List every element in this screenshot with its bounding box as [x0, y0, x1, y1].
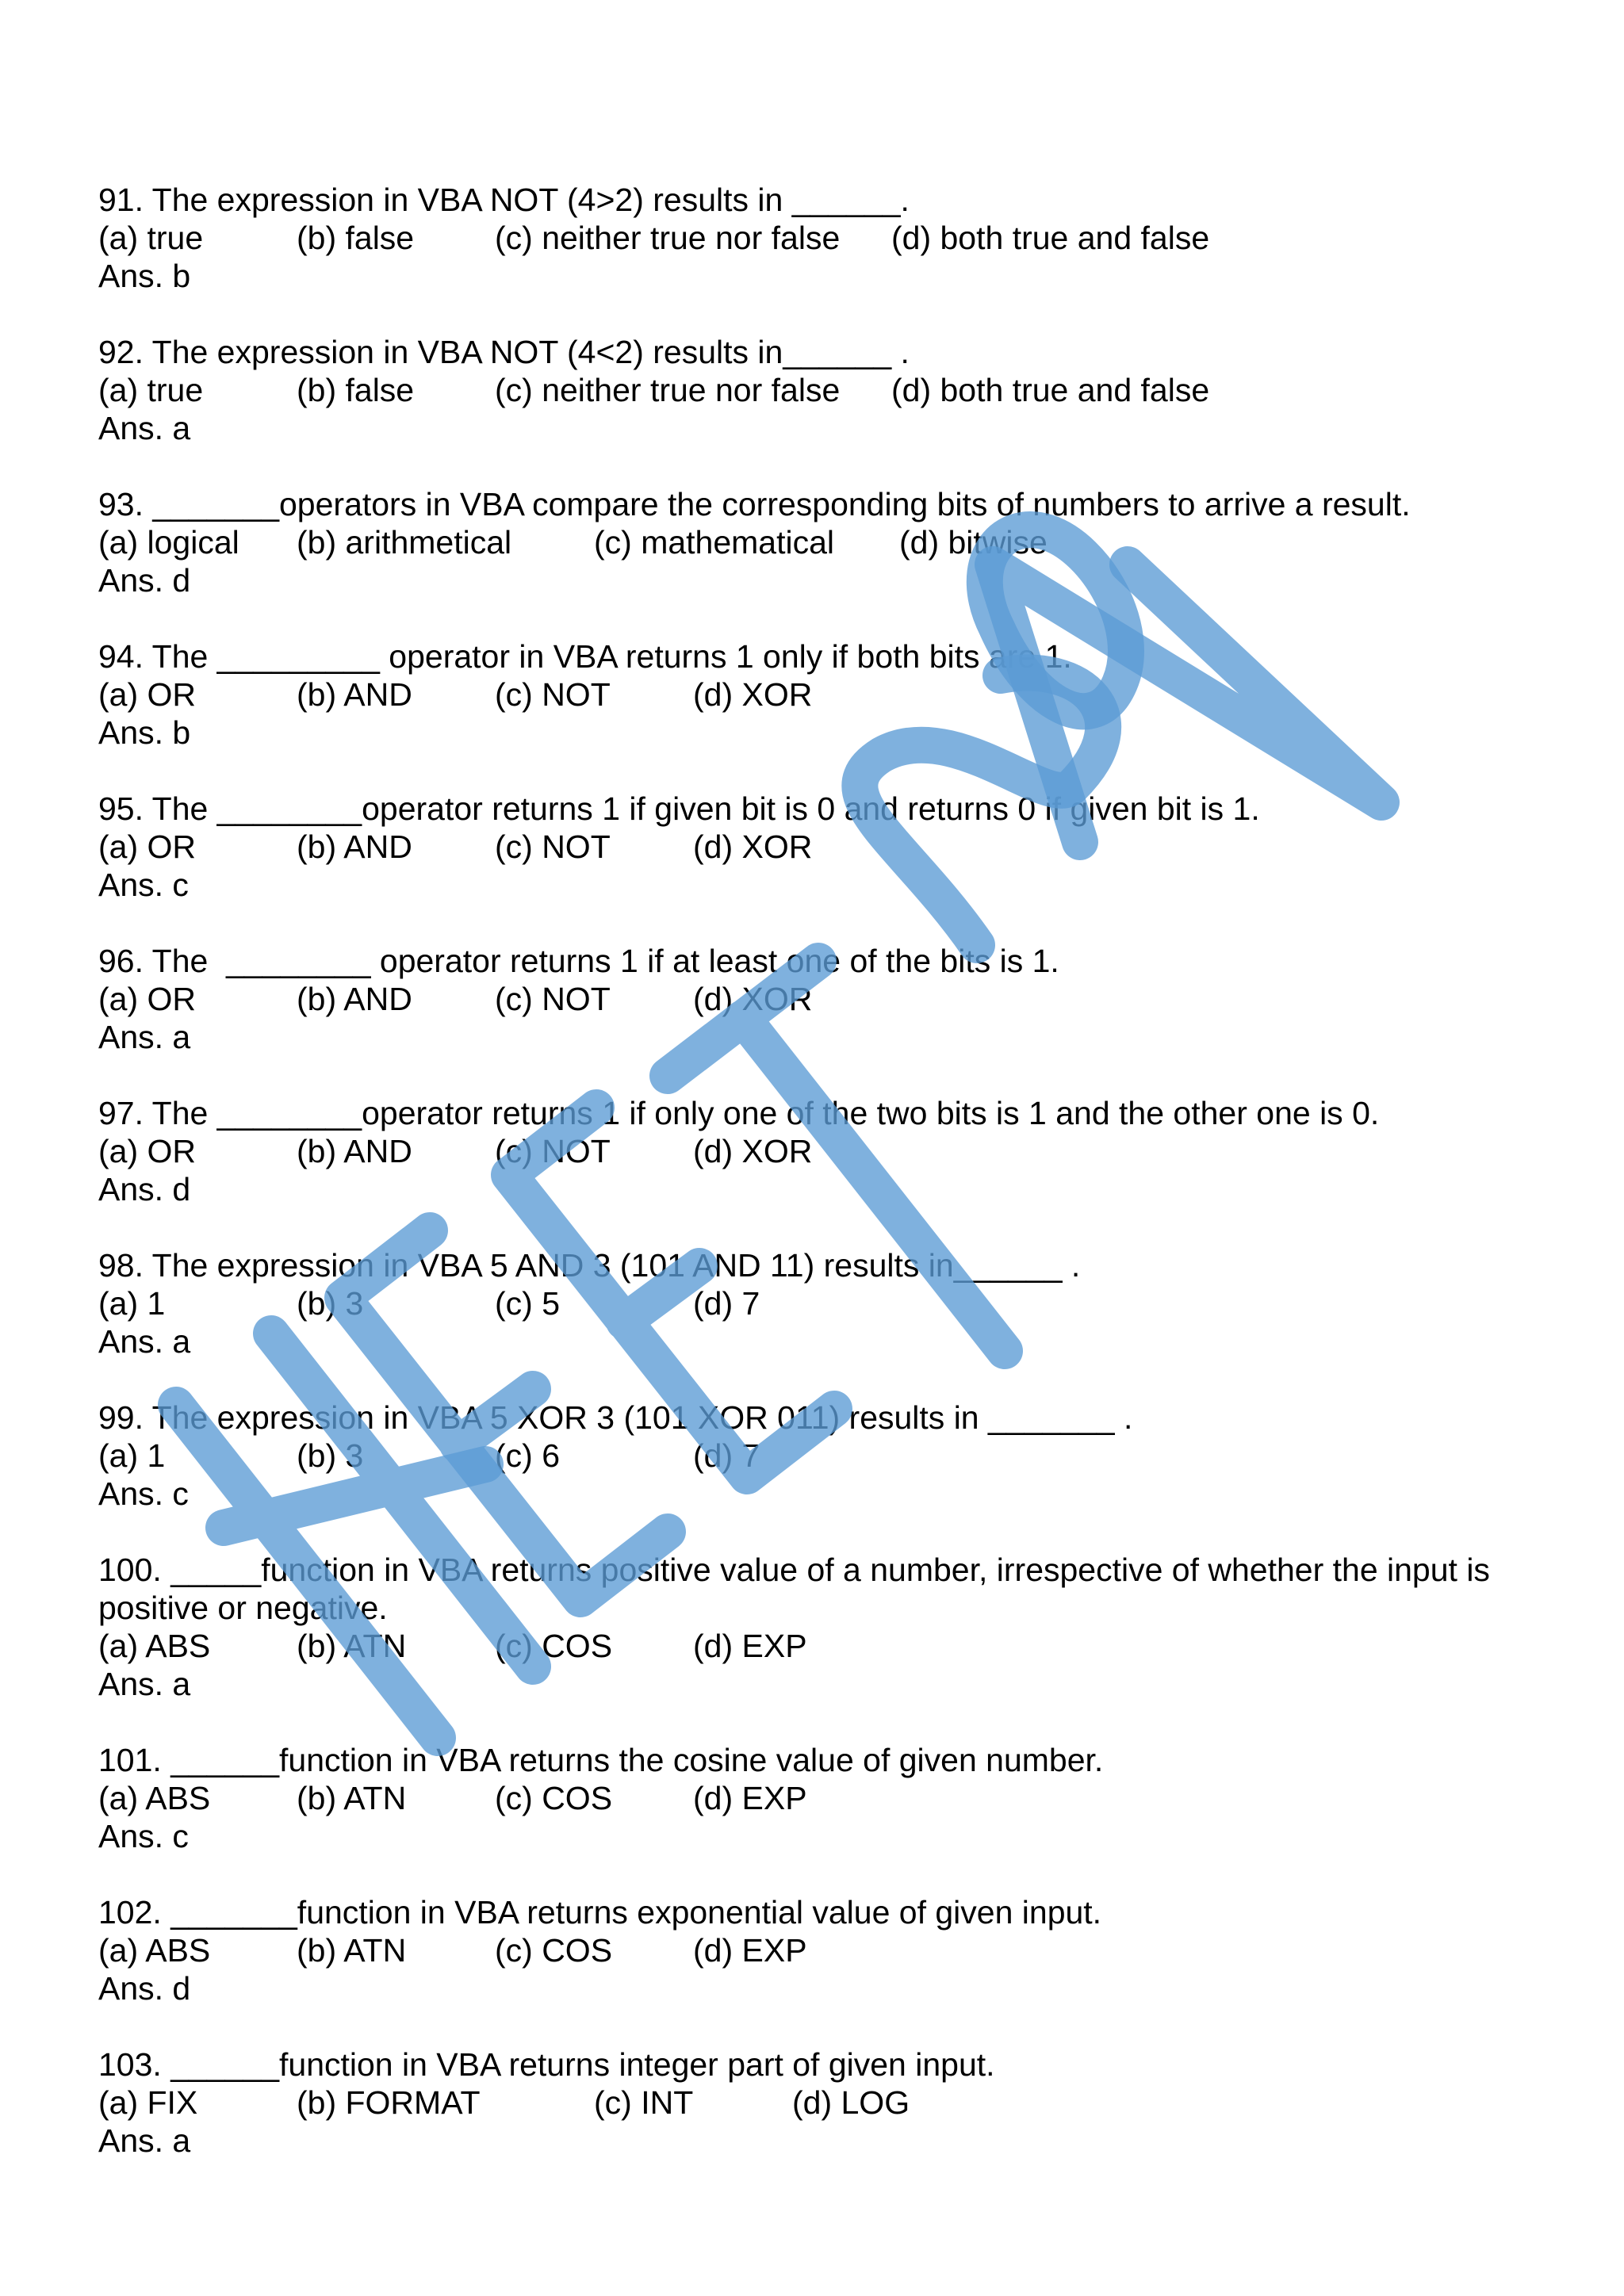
answer-text: Ans. d — [98, 1970, 191, 2007]
answer-text: Ans. d — [98, 1171, 191, 1207]
option-a: (a) OR — [98, 828, 196, 865]
question-text: 91. The expression in VBA NOT (4>2) results in ______. — [98, 182, 910, 218]
question-block — [98, 1399, 1557, 1513]
option-b: (b) ATN — [297, 1628, 407, 1664]
option-b: (b) AND — [297, 676, 412, 713]
option-d: (d) 7 — [693, 1437, 760, 1474]
option-row — [98, 219, 1557, 257]
question-text: 101. ______function in VBA returns the cosine value of given number. — [98, 1742, 1104, 1778]
question-block — [98, 1246, 1557, 1360]
option-c: (c) 5 — [495, 1285, 560, 1322]
option-b: (b) ATN — [297, 1780, 407, 1816]
answer-text: Ans. c — [98, 867, 189, 903]
option-c: (c) neither true nor false — [495, 220, 841, 256]
answer-text: Ans. a — [98, 1323, 191, 1360]
question-text: 100. _____function in VBA returns positive value of a number, irrespective of whether the input is positive or negative. — [98, 1552, 1500, 1626]
option-c: (c) mathematical — [594, 524, 835, 561]
option-a: (a) ABS — [98, 1932, 211, 1969]
question-text: 93. _______operators in VBA compare the corresponding bits of numbers to arrive a result. — [98, 486, 1411, 522]
option-b: (b) AND — [297, 1133, 412, 1169]
option-d: (d) EXP — [693, 1780, 807, 1816]
option-c: (c) NOT — [495, 828, 611, 865]
option-row — [98, 828, 1557, 866]
option-c: (c) NOT — [495, 981, 611, 1017]
option-d: (d) EXP — [693, 1628, 807, 1664]
answer-text: Ans. a — [98, 410, 191, 446]
option-c: (c) INT — [594, 2084, 694, 2121]
option-row — [98, 371, 1557, 409]
option-c: (c) neither true nor false — [495, 372, 841, 408]
option-b: (b) AND — [297, 981, 412, 1017]
question-list — [98, 181, 1557, 2198]
option-c: (c) COS — [495, 1932, 613, 1969]
answer-text: Ans. b — [98, 258, 191, 294]
option-d: (d) EXP — [693, 1932, 807, 1969]
question-block — [98, 790, 1557, 904]
option-a: (a) ABS — [98, 1780, 211, 1816]
option-row — [98, 1627, 1557, 1665]
option-d: (d) XOR — [693, 676, 813, 713]
option-row — [98, 980, 1557, 1018]
option-row — [98, 1779, 1557, 1817]
option-c: (c) NOT — [495, 1133, 611, 1169]
option-c: (c) 6 — [495, 1437, 560, 1474]
option-d: (d) both true and false — [891, 220, 1210, 256]
option-c: (c) NOT — [495, 676, 611, 713]
question-block — [98, 637, 1557, 752]
option-b: (b) AND — [297, 828, 412, 865]
option-b: (b) FORMAT — [297, 2084, 481, 2121]
option-b: (b) ATN — [297, 1932, 407, 1969]
question-text: 98. The expression in VBA 5 AND 3 (101 AND 11) results in______ . — [98, 1247, 1081, 1284]
option-row — [98, 675, 1557, 714]
option-d: (d) XOR — [693, 828, 813, 865]
option-d: (d) XOR — [693, 981, 813, 1017]
option-b: (b) false — [297, 220, 415, 256]
question-text: 94. The _________ operator in VBA returns 1 only if both bits are 1. — [98, 638, 1072, 675]
answer-text: Ans. a — [98, 1019, 191, 1055]
question-block — [98, 1741, 1557, 1855]
question-text: 97. The ________operator returns 1 if only one of the two bits is 1 and the other one is 0. — [98, 1095, 1380, 1131]
question-text: 95. The ________operator returns 1 if given bit is 0 and returns 0 if given bit is 1. — [98, 790, 1260, 827]
answer-text: Ans. c — [98, 1818, 189, 1854]
question-text: 99. The expression in VBA 5 XOR 3 (101 XOR 011) results in _______ . — [98, 1399, 1133, 1436]
option-d: (d) XOR — [693, 1133, 813, 1169]
option-c: (c) COS — [495, 1628, 613, 1664]
option-b: (b) 3 — [297, 1285, 364, 1322]
option-b: (b) 3 — [297, 1437, 364, 1474]
question-block — [98, 333, 1557, 447]
option-row — [98, 2084, 1557, 2122]
question-block — [98, 181, 1557, 295]
option-a: (a) 1 — [98, 1285, 166, 1322]
option-a: (a) logical — [98, 524, 239, 561]
option-a: (a) true — [98, 220, 204, 256]
option-a: (a) OR — [98, 676, 196, 713]
option-row — [98, 1437, 1557, 1475]
question-text: 96. The ________ operator returns 1 if at least one of the bits is 1. — [98, 943, 1059, 979]
option-d: (d) LOG — [792, 2084, 910, 2121]
question-text: 92. The expression in VBA NOT (4<2) results in______ . — [98, 334, 910, 370]
option-row — [98, 1284, 1557, 1322]
question-text: 102. _______function in VBA returns exponential value of given input. — [98, 1894, 1102, 1931]
option-b: (b) arithmetical — [297, 524, 512, 561]
option-row — [98, 1132, 1557, 1170]
question-block — [98, 485, 1557, 599]
answer-text: Ans. a — [98, 1666, 191, 1702]
option-a: (a) true — [98, 372, 204, 408]
option-b: (b) false — [297, 372, 415, 408]
question-block — [98, 1094, 1557, 1208]
option-a: (a) OR — [98, 981, 196, 1017]
answer-text: Ans. b — [98, 714, 191, 751]
question-block — [98, 1551, 1557, 1703]
answer-text: Ans. d — [98, 562, 191, 599]
question-block — [98, 942, 1557, 1056]
option-d: (d) 7 — [693, 1285, 760, 1322]
option-c: (c) COS — [495, 1780, 613, 1816]
option-row — [98, 523, 1557, 561]
option-d: (d) both true and false — [891, 372, 1210, 408]
option-row — [98, 1931, 1557, 1969]
question-block — [98, 2045, 1557, 2160]
answer-text: Ans. a — [98, 2122, 191, 2159]
option-a: (a) ABS — [98, 1628, 211, 1664]
option-a: (a) FIX — [98, 2084, 198, 2121]
question-block — [98, 1893, 1557, 2007]
option-d: (d) bitwise — [899, 524, 1048, 561]
option-a: (a) OR — [98, 1133, 196, 1169]
answer-text: Ans. c — [98, 1475, 189, 1512]
option-a: (a) 1 — [98, 1437, 166, 1474]
question-text: 103. ______function in VBA returns integer part of given input. — [98, 2046, 995, 2083]
